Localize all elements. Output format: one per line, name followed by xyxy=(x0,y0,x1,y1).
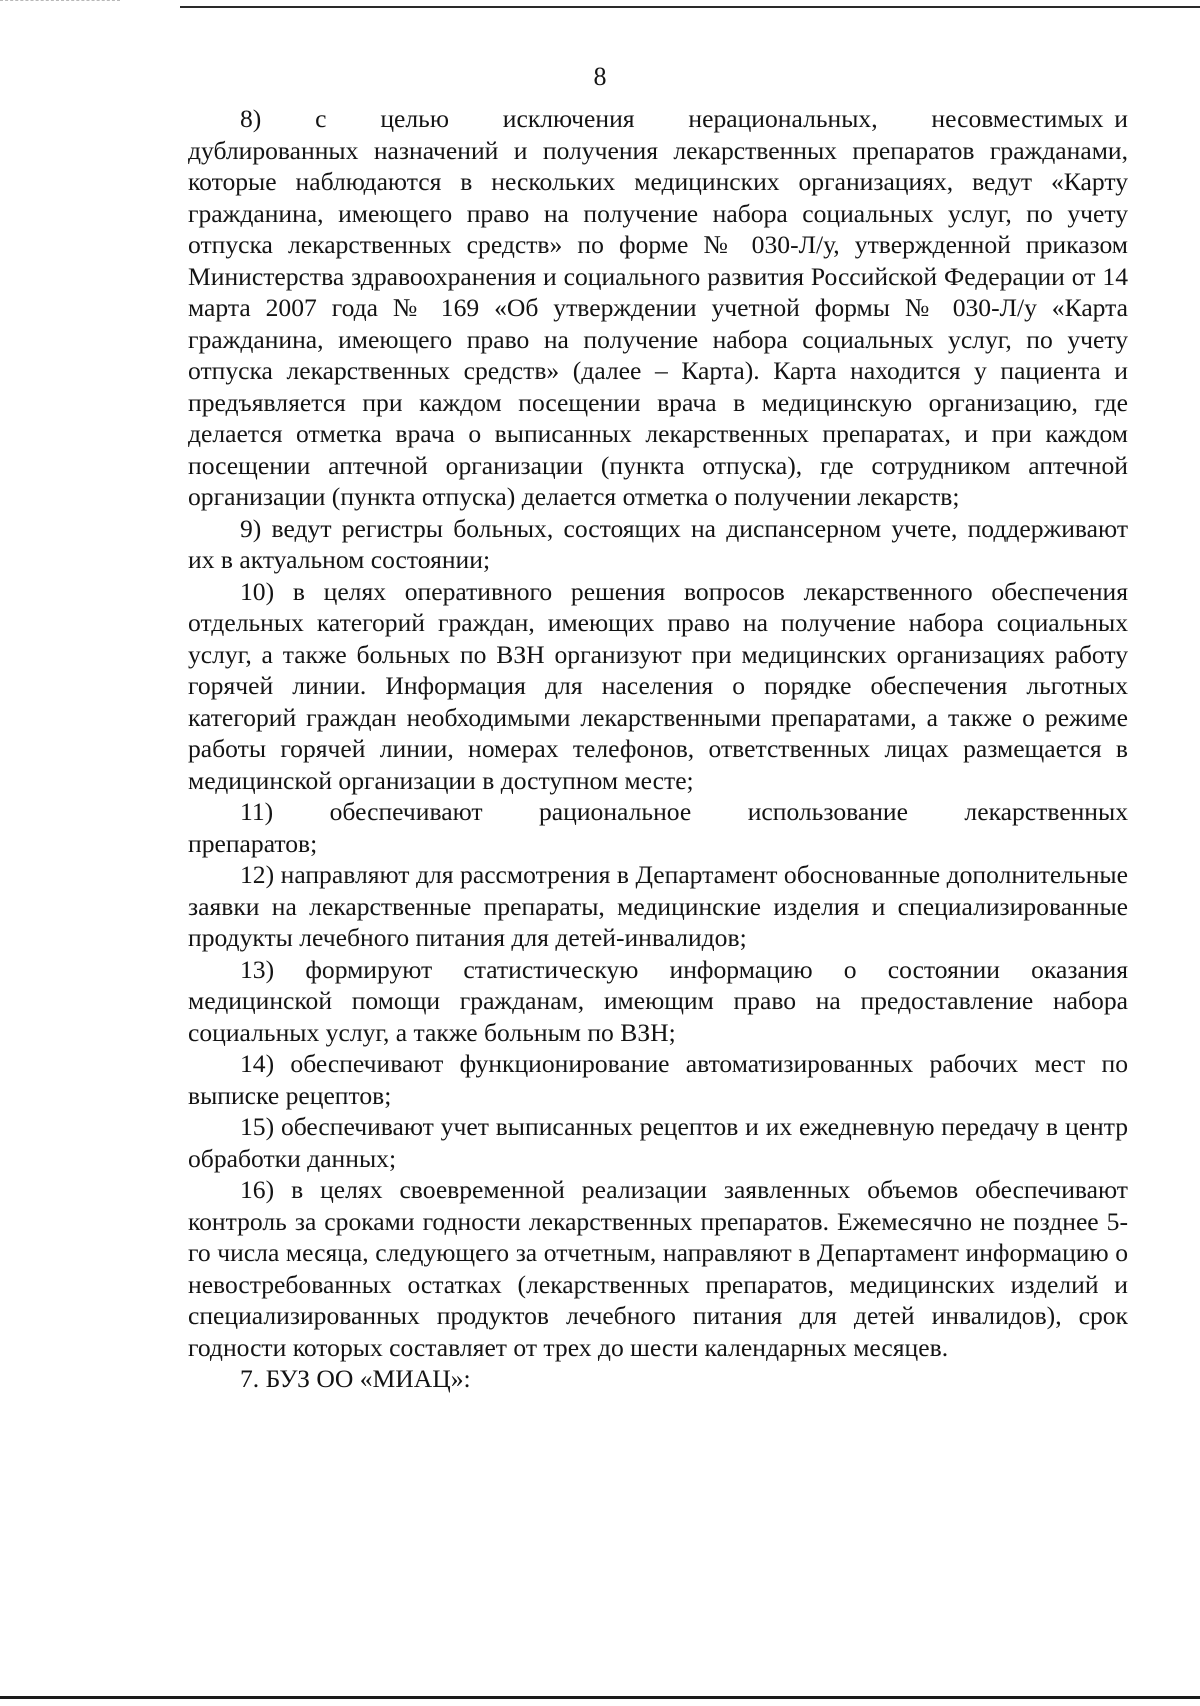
paragraph-item-11: 11) обеспечивают рациональное использование лекарственных препаратов; xyxy=(188,797,1128,858)
paragraph-item-15: 15) обеспечивают учет выписанных рецептов и их ежедневную передачу в центр обработки данных; xyxy=(188,1112,1128,1173)
paragraph-item-8: 8) с целью исключения нерациональных, несовместимых и дублированных назначений и получения лекарственных препаратов гражданами, которые наблюдаются в нескольких медицинских организациях, ведут «Карту гражданина, имеющего право на получение набора социальных услуг, по учету отпуска лекарственных средств» по форме № 030-Л/у, утвержденной приказом Министерства здравоохранения и социального развития Российской Федерации от 14 марта 2007 года № 169 «Об утверждении учетной формы № 030-Л/у «Карта гражданина, имеющего право на получение набора социальных услуг, по учету отпуска лекарственных средств» (далее – Карта). Карта находится у пациента и предъявляется при каждом посещении врача в медицинскую организацию, где делается отметка врача о выписанных лекарственных препаратах, и при каждом посещении аптечной организации (пункта отпуска), где сотрудником аптечной организации (пункта отпуска) делается отметка о получении лекарств; xyxy=(188,104,1128,511)
paragraph-item-10: 10) в целях оперативного решения вопросов лекарственного обеспечения отдельных категорий граждан, имеющих право на получение набора социальных услуг, а также больных по ВЗН организуют при медицинских организациях работу горячей линии. Информация для населения о порядке обеспечения льготных категорий граждан необходимыми лекарственными препаратами, а также о режиме работы горячей линии, номерах телефонов, ответственных лицах размещается в медицинской организации в доступном месте; xyxy=(188,576,1128,795)
section-heading: 7. БУЗ ОО «МИАЦ»: xyxy=(240,1364,471,1393)
page-number: 8 xyxy=(593,62,607,91)
paragraph-item-14: 14) обеспечивают функционирование автоматизированных рабочих мест по выписке рецептов; xyxy=(188,1049,1128,1110)
paragraph-item-16: 16) в целях своевременной реализации заявленных объемов обеспечивают контроль за сроками годности лекарственных препаратов. Ежемесячно не позднее 5-го числа месяца, следующего за отчетным, направляют в Департамент информацию о невостребованных остатках (лекарственных препаратов, медицинских изделий и специализированных продуктов лечебного питания для детей инвалидов), срок годности которых составляет от трех до шести календарных месяцев. xyxy=(188,1175,1128,1362)
paragraph-item-12: 12) направляют для рассмотрения в Департамент обоснованные дополнительные заявки на лекарственные препараты, медицинские изделия и специализированные продукты лечебного питания для детей-инвалидов; xyxy=(188,860,1128,952)
scan-top-border xyxy=(180,6,1200,8)
paragraph-item-9: 9) ведут регистры больных, состоящих на диспансерном учете, поддерживают их в актуальном состоянии; xyxy=(188,513,1128,574)
scan-bottom-border xyxy=(0,1696,1200,1699)
paragraph-item-13: 13) формируют статистическую информацию о состоянии оказания медицинской помощи гражданам, имеющим право на предоставление набора социальных услуг, а также больным по ВЗН; xyxy=(188,954,1128,1047)
document-body xyxy=(188,103,1128,1395)
scan-edge-marks xyxy=(0,0,120,5)
